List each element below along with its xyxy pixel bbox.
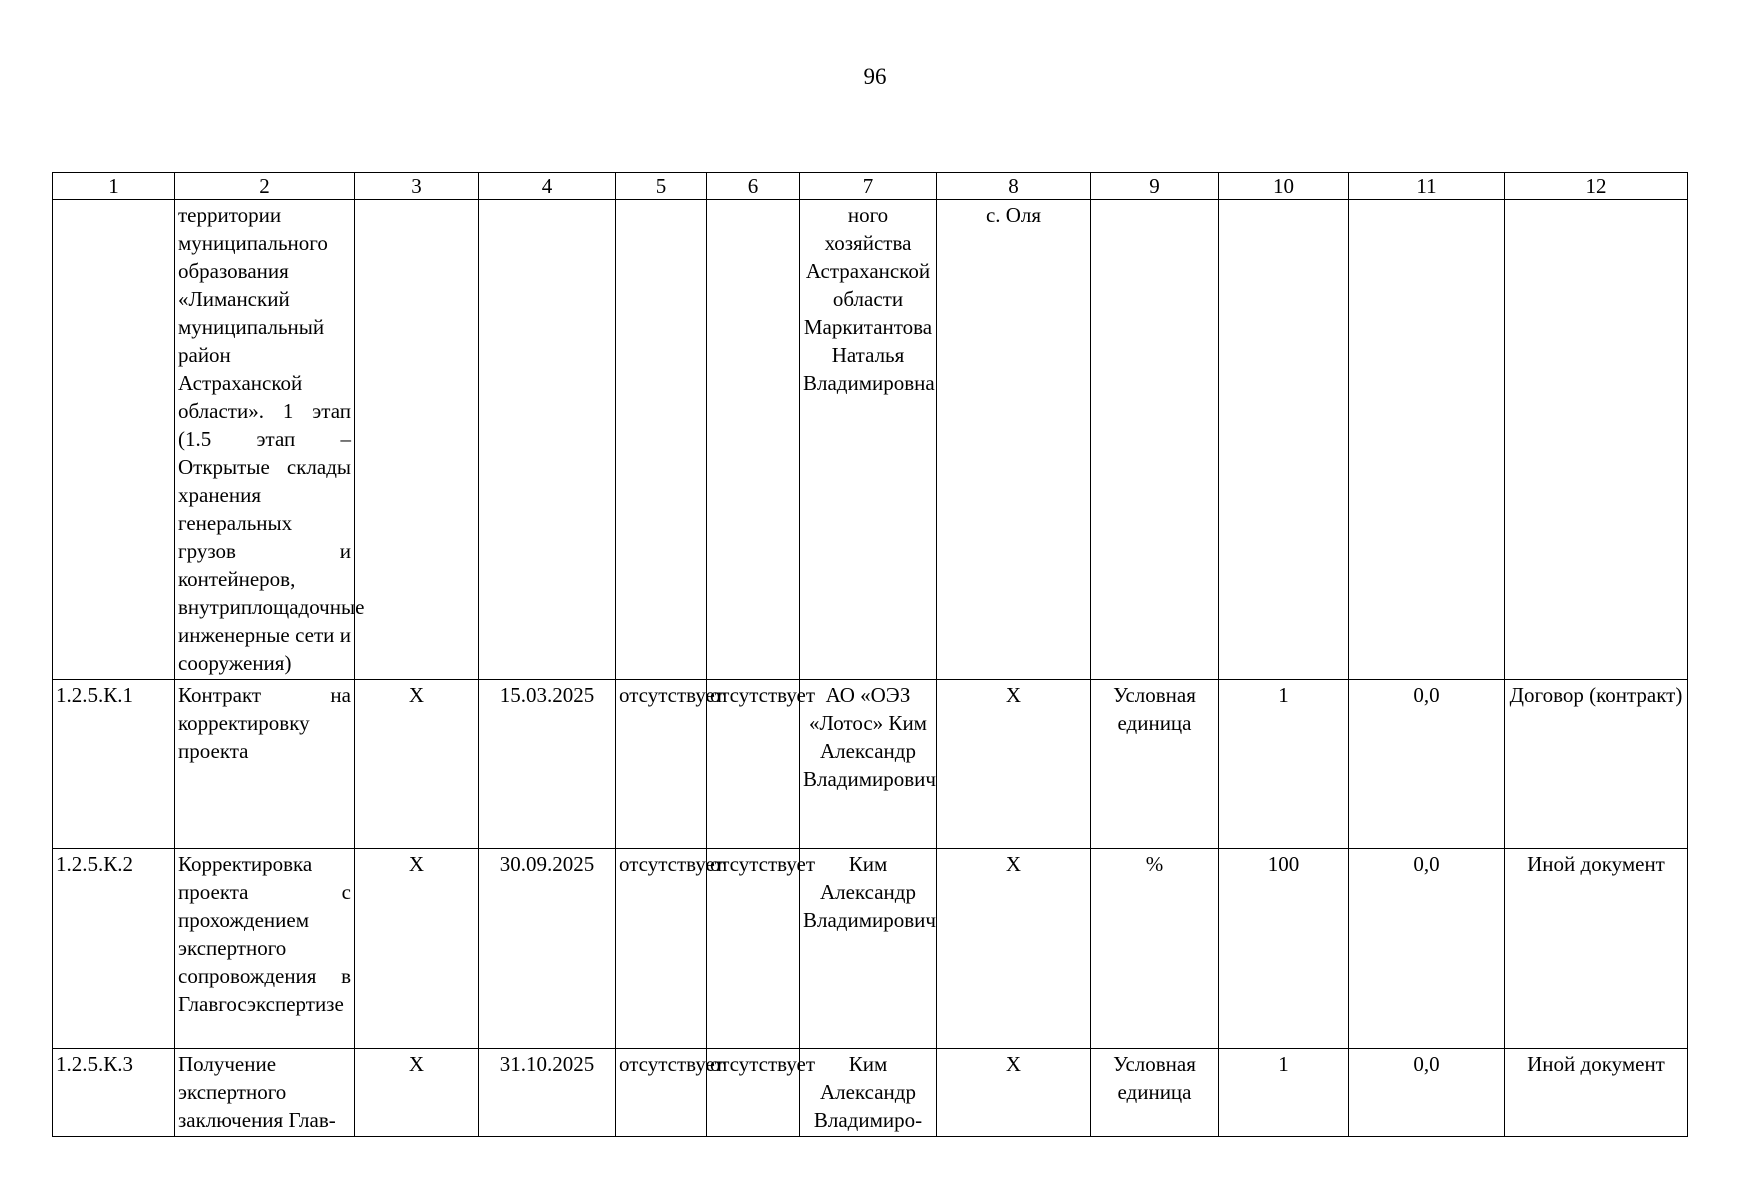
- cell-c3: Х: [355, 1049, 479, 1137]
- cell-unit: [1091, 200, 1219, 680]
- cell-unit: Условная единица: [1091, 680, 1219, 849]
- col-header-5: 5: [616, 173, 707, 200]
- cell-amount: [1349, 200, 1505, 680]
- cell-location: Х: [937, 680, 1091, 849]
- cell-name: Получение экспертного заключения Глав-: [175, 1049, 355, 1137]
- cell-responsible: Ким Александр Владимиро-: [800, 1049, 937, 1137]
- cell-unit: Условная единица: [1091, 1049, 1219, 1137]
- cell-document: Иной документ: [1505, 849, 1688, 1049]
- cell-date: 15.03.2025: [479, 680, 616, 849]
- cell-document: Договор (контракт): [1505, 680, 1688, 849]
- col-header-4: 4: [479, 173, 616, 200]
- col-header-9: 9: [1091, 173, 1219, 200]
- data-table: [52, 172, 1688, 1137]
- cell-location: Х: [937, 849, 1091, 1049]
- cell-amount: 0,0: [1349, 849, 1505, 1049]
- cell-c6: [707, 200, 800, 680]
- col-header-2: 2: [175, 173, 355, 200]
- table-row: [53, 200, 1688, 680]
- cell-amount: 0,0: [1349, 680, 1505, 849]
- col-header-7: 7: [800, 173, 937, 200]
- cell-responsible: ного хозяйства Астраханской области Маркитантова Наталья Владимировна: [800, 200, 937, 680]
- col-header-6: 6: [707, 173, 800, 200]
- cell-value: 100: [1219, 849, 1349, 1049]
- cell-c6: отсутствует: [707, 680, 800, 849]
- cell-code: 1.2.5.К.1: [53, 680, 175, 849]
- col-header-10: 10: [1219, 173, 1349, 200]
- cell-name: территории муниципального образования «Лиманский муниципальный район Астраханской области». 1 этап (1.5 этап – Открытые склады хранения генеральных грузов и контейнеров, внутриплощадочные инженерные сети и сооружения): [175, 200, 355, 680]
- cell-c5: отсутствует: [616, 1049, 707, 1137]
- cell-value: 1: [1219, 1049, 1349, 1137]
- cell-value: [1219, 200, 1349, 680]
- cell-c5: отсутствует: [616, 680, 707, 849]
- cell-name: Корректировка проекта с прохождением экспертного сопровождения в Главгосэкспертизе: [175, 849, 355, 1049]
- cell-c6: отсутствует: [707, 849, 800, 1049]
- cell-c5: [616, 200, 707, 680]
- table-row: [53, 849, 1688, 1049]
- cell-date: 31.10.2025: [479, 1049, 616, 1137]
- cell-c5: отсутствует: [616, 849, 707, 1049]
- col-header-12: 12: [1505, 173, 1688, 200]
- cell-code: 1.2.5.К.3: [53, 1049, 175, 1137]
- cell-code: [53, 200, 175, 680]
- cell-date: [479, 200, 616, 680]
- table-row: [53, 1049, 1688, 1137]
- cell-c3: Х: [355, 680, 479, 849]
- cell-location: с. Оля: [937, 200, 1091, 680]
- col-header-1: 1: [53, 173, 175, 200]
- table-row: [53, 680, 1688, 849]
- cell-c3: [355, 200, 479, 680]
- page-number: 96: [863, 64, 887, 89]
- cell-document: [1505, 200, 1688, 680]
- cell-amount: 0,0: [1349, 1049, 1505, 1137]
- cell-value: 1: [1219, 680, 1349, 849]
- cell-c6: отсутствует: [707, 1049, 800, 1137]
- cell-document: Иной документ: [1505, 1049, 1688, 1137]
- cell-name: Контракт на корректировку проекта: [175, 680, 355, 849]
- cell-responsible: Ким Александр Владимирович: [800, 849, 937, 1049]
- cell-date: 30.09.2025: [479, 849, 616, 1049]
- col-header-3: 3: [355, 173, 479, 200]
- cell-location: Х: [937, 1049, 1091, 1137]
- cell-unit: %: [1091, 849, 1219, 1049]
- col-header-11: 11: [1349, 173, 1505, 200]
- col-header-8: 8: [937, 173, 1091, 200]
- cell-responsible: АО «ОЭЗ «Лотос» Ким Александр Владимирович: [800, 680, 937, 849]
- cell-code: 1.2.5.К.2: [53, 849, 175, 1049]
- header-row: [53, 173, 1688, 200]
- cell-c3: Х: [355, 849, 479, 1049]
